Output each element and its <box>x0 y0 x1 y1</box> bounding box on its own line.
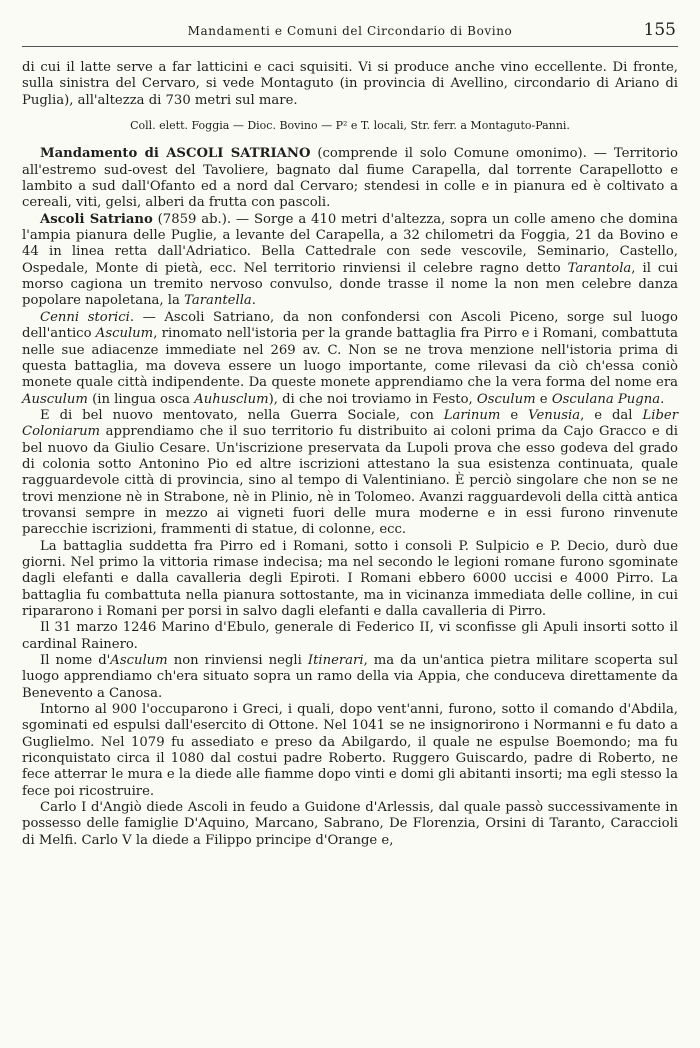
guerra-text-d: apprendiamo che il suo territorio fu distribuito ai coloni prima da Cajo Gracco e di bel nuovo da Giulio Cesare. Un'iscrizione preservata da Lupoli prova che esso godeva del grado di colonia sotto Antonino Pio ed altre iscrizioni attestano la sua esistenza continuata, quale ragguardevole città di provincia, sino al tempo di Valentiniano. È perciò singolare che non se ne trovi menzione nè in Strabone, nè in Plinio, nè in Tolomeo. Avanzi ragguardevoli della città antica trovansi sempre in mezzo ai vigneti fuori delle mura moderne e in essi furono rinvenute parecchie iscrizioni, frammenti di statue, di colonne, ecc. <box>22 424 678 538</box>
cenni-text-f: . <box>660 391 665 407</box>
guerra-text-a: E di bel nuovo mentovato, nella Guerra Sociale, con <box>40 407 444 423</box>
page-header <box>22 18 678 47</box>
nome-text-c: , ma da un'antica pietra militare scoperta sul luogo apprendiamo ch'era situato sopra un ramo della via Appia, che conduceva direttamente da Benevento a Canosa. <box>22 653 678 701</box>
battaglia-paragraph: La battaglia suddetta fra Pirro ed i Romani, sotto i consoli P. Sulpicio e P. Decio, durò due giorni. Nel primo la vittoria rimase indecisa; ma nel secondo le legioni romane furono sgominate dagli elefanti e dalla cavalleria degli Epiroti. I Romani ebbero 6000 uccisi e 4000 Pirro. La battaglia fu combattuta nella pianura sottostante, ma in vicinanza immediata delle colline, in cui ripararono i Romani per porsi in salvo dagli elefanti e dalla cavalleria di Pirro. <box>22 538 678 619</box>
ascoli-italic-tarantella: Tarantella <box>184 293 252 309</box>
mandamento-text: (comprende il solo Comune omonimo). — Territorio all'estremo sud-ovest del Tavoliere, bagnato dal fiume Carapella, dal torrente Carapellotto e lambito a sud dall'Ofanto ed a nord dal Cervaro; stendesi in colle e in pianura ed è coltivato a cereali, viti, gelsi, alberi da frutta con pascoli. <box>22 146 678 211</box>
guerra-text-c: , e dal <box>580 407 643 423</box>
mandamento-heading: Mandamento di ASCOLI SATRIANO <box>40 146 311 162</box>
ascoli-heading: Ascoli Satriano <box>40 211 153 227</box>
marzo-paragraph: Il 31 marzo 1246 Marino d'Ebulo, generale di Federico II, vi sconfisse gli Apuli insorti sotto il cardinal Rainero. <box>22 620 678 652</box>
ascoli-text-c: . <box>251 293 256 309</box>
page-body <box>22 60 678 849</box>
guerra-italic-larinum: Larinum <box>443 407 501 423</box>
cenni-text-c: (in lingua osca <box>87 391 195 407</box>
page-number: 155 <box>643 20 676 40</box>
collegio-note: Coll. elett. Foggia — Dioc. Bovino — P² e T. locali, Str. ferr. a Montaguto-Panni. <box>130 119 570 133</box>
running-title: Mandamenti e Comuni del Circondario di Bovino <box>187 24 513 38</box>
nome-italic-asculum: Asculum <box>110 653 168 669</box>
intro-paragraph: di cui il latte serve a far latticini e caci squisiti. Vi si produce anche vino eccellente. Di fronte, sulla sinistra del Cervaro, si vede Montaguto (in provincia di Avellino, circondario di Ariano di Puglia), all'altezza di 730 metri sul mare. <box>22 60 678 108</box>
cenni-italic-asculum: Asculum <box>95 326 154 342</box>
cenni-paragraph <box>22 310 678 408</box>
guerra-sociale-paragraph <box>22 408 678 539</box>
cenni-text-b: , rinomato nell'istoria per la grande battaglia fra Pirro e i Romani, combattuta nelle sue adiacenze immediate nel 269 av. C. Non se ne trova menzione nell'istoria prima di questa battaglia, ma doveva essere un luogo importante, come rilevasi da ciò ch'essa coniò monete quale città indipendente. Da queste monete apprendiamo che la vera forma del nome era <box>22 326 678 391</box>
cenni-text-a: . — Ascoli Satriano, da non confondersi con Ascoli Piceno, sorge sul luogo dell'antico <box>22 309 678 342</box>
nome-text-a: Il nome d' <box>40 653 111 669</box>
cenni-text-e: e <box>535 391 552 407</box>
cenni-italic-osculana-pugna: Osculana Pugna <box>551 391 661 407</box>
cenni-heading: Cenni storici <box>40 309 130 325</box>
cenni-italic-ausculum: Ausculum <box>22 391 88 407</box>
ascoli-paragraph <box>22 212 678 310</box>
cenni-text-d: ), di che noi troviamo in Festo, <box>268 391 477 407</box>
cenni-italic-osculum: Osculum <box>476 391 536 407</box>
ascoli-italic-tarantola: Tarantola <box>567 260 632 276</box>
guerra-italic-liber-coloniarum: Liber Coloniarum <box>22 407 678 440</box>
nome-paragraph <box>22 653 678 702</box>
carlo-paragraph: Carlo I d'Angiò diede Ascoli in feudo a Guidone d'Arlessis, dal quale passò successivamente in possesso delle famiglie D'Aquino, Marcano, Sabrano, De Florenzia, Orsini di Taranto, Caraccioli di Melfi. Carlo V la diede a Filippo principe d'Orange e, <box>22 800 678 848</box>
guerra-italic-venusia: Venusia <box>528 407 581 423</box>
mandamento-paragraph <box>22 146 678 211</box>
nome-text-b: non rinviensi negli <box>167 653 308 669</box>
guerra-text-b: e <box>500 407 529 423</box>
ascoli-text-b: , il cui morso cagiona un tremito nervoso convulso, donde trasse il nome la non men celebre danza popolare napoletana, la <box>22 260 678 309</box>
ascoli-text-a: (7859 ab.). — Sorge a 410 metri d'altezza, sopra un colle ameno che domina l'ampia pianura delle Puglie, a levante del Carapella, a 32 chilometri da Foggia, 21 da Bovino e 44 in linea retta dall'Adriatico. Bella Cattedrale con sede vescovile, Seminario, Castello, Ospedale, Monte di pietà, ecc. Nel territorio rinviensi il celebre ragno detto <box>22 211 679 276</box>
cenni-italic-auhusclum: Auhusclum <box>194 391 269 407</box>
nome-italic-itinerari: Itinerari <box>307 653 364 669</box>
intorno-paragraph: Intorno al 900 l'occuparono i Greci, i quali, dopo vent'anni, furono, sotto il comando d'Abdila, sgominati ed espulsi dall'esercito di Ottone. Nel 1041 se ne insignorirono i Normanni e fu dato a Guglielmo. Nel 1079 fu assediato e preso da Abilgardo, il quale ne espulse Boemondo; ma fu riconquistato circa il 1080 dal costui padre Roberto. Ruggero Guiscardo, padre di Roberto, ne fece atterrar le mura e la diede alle fiamme dopo vinti e domi gli abitanti insorti; ma egli stesso la fece poi ricostruire. <box>22 702 678 799</box>
